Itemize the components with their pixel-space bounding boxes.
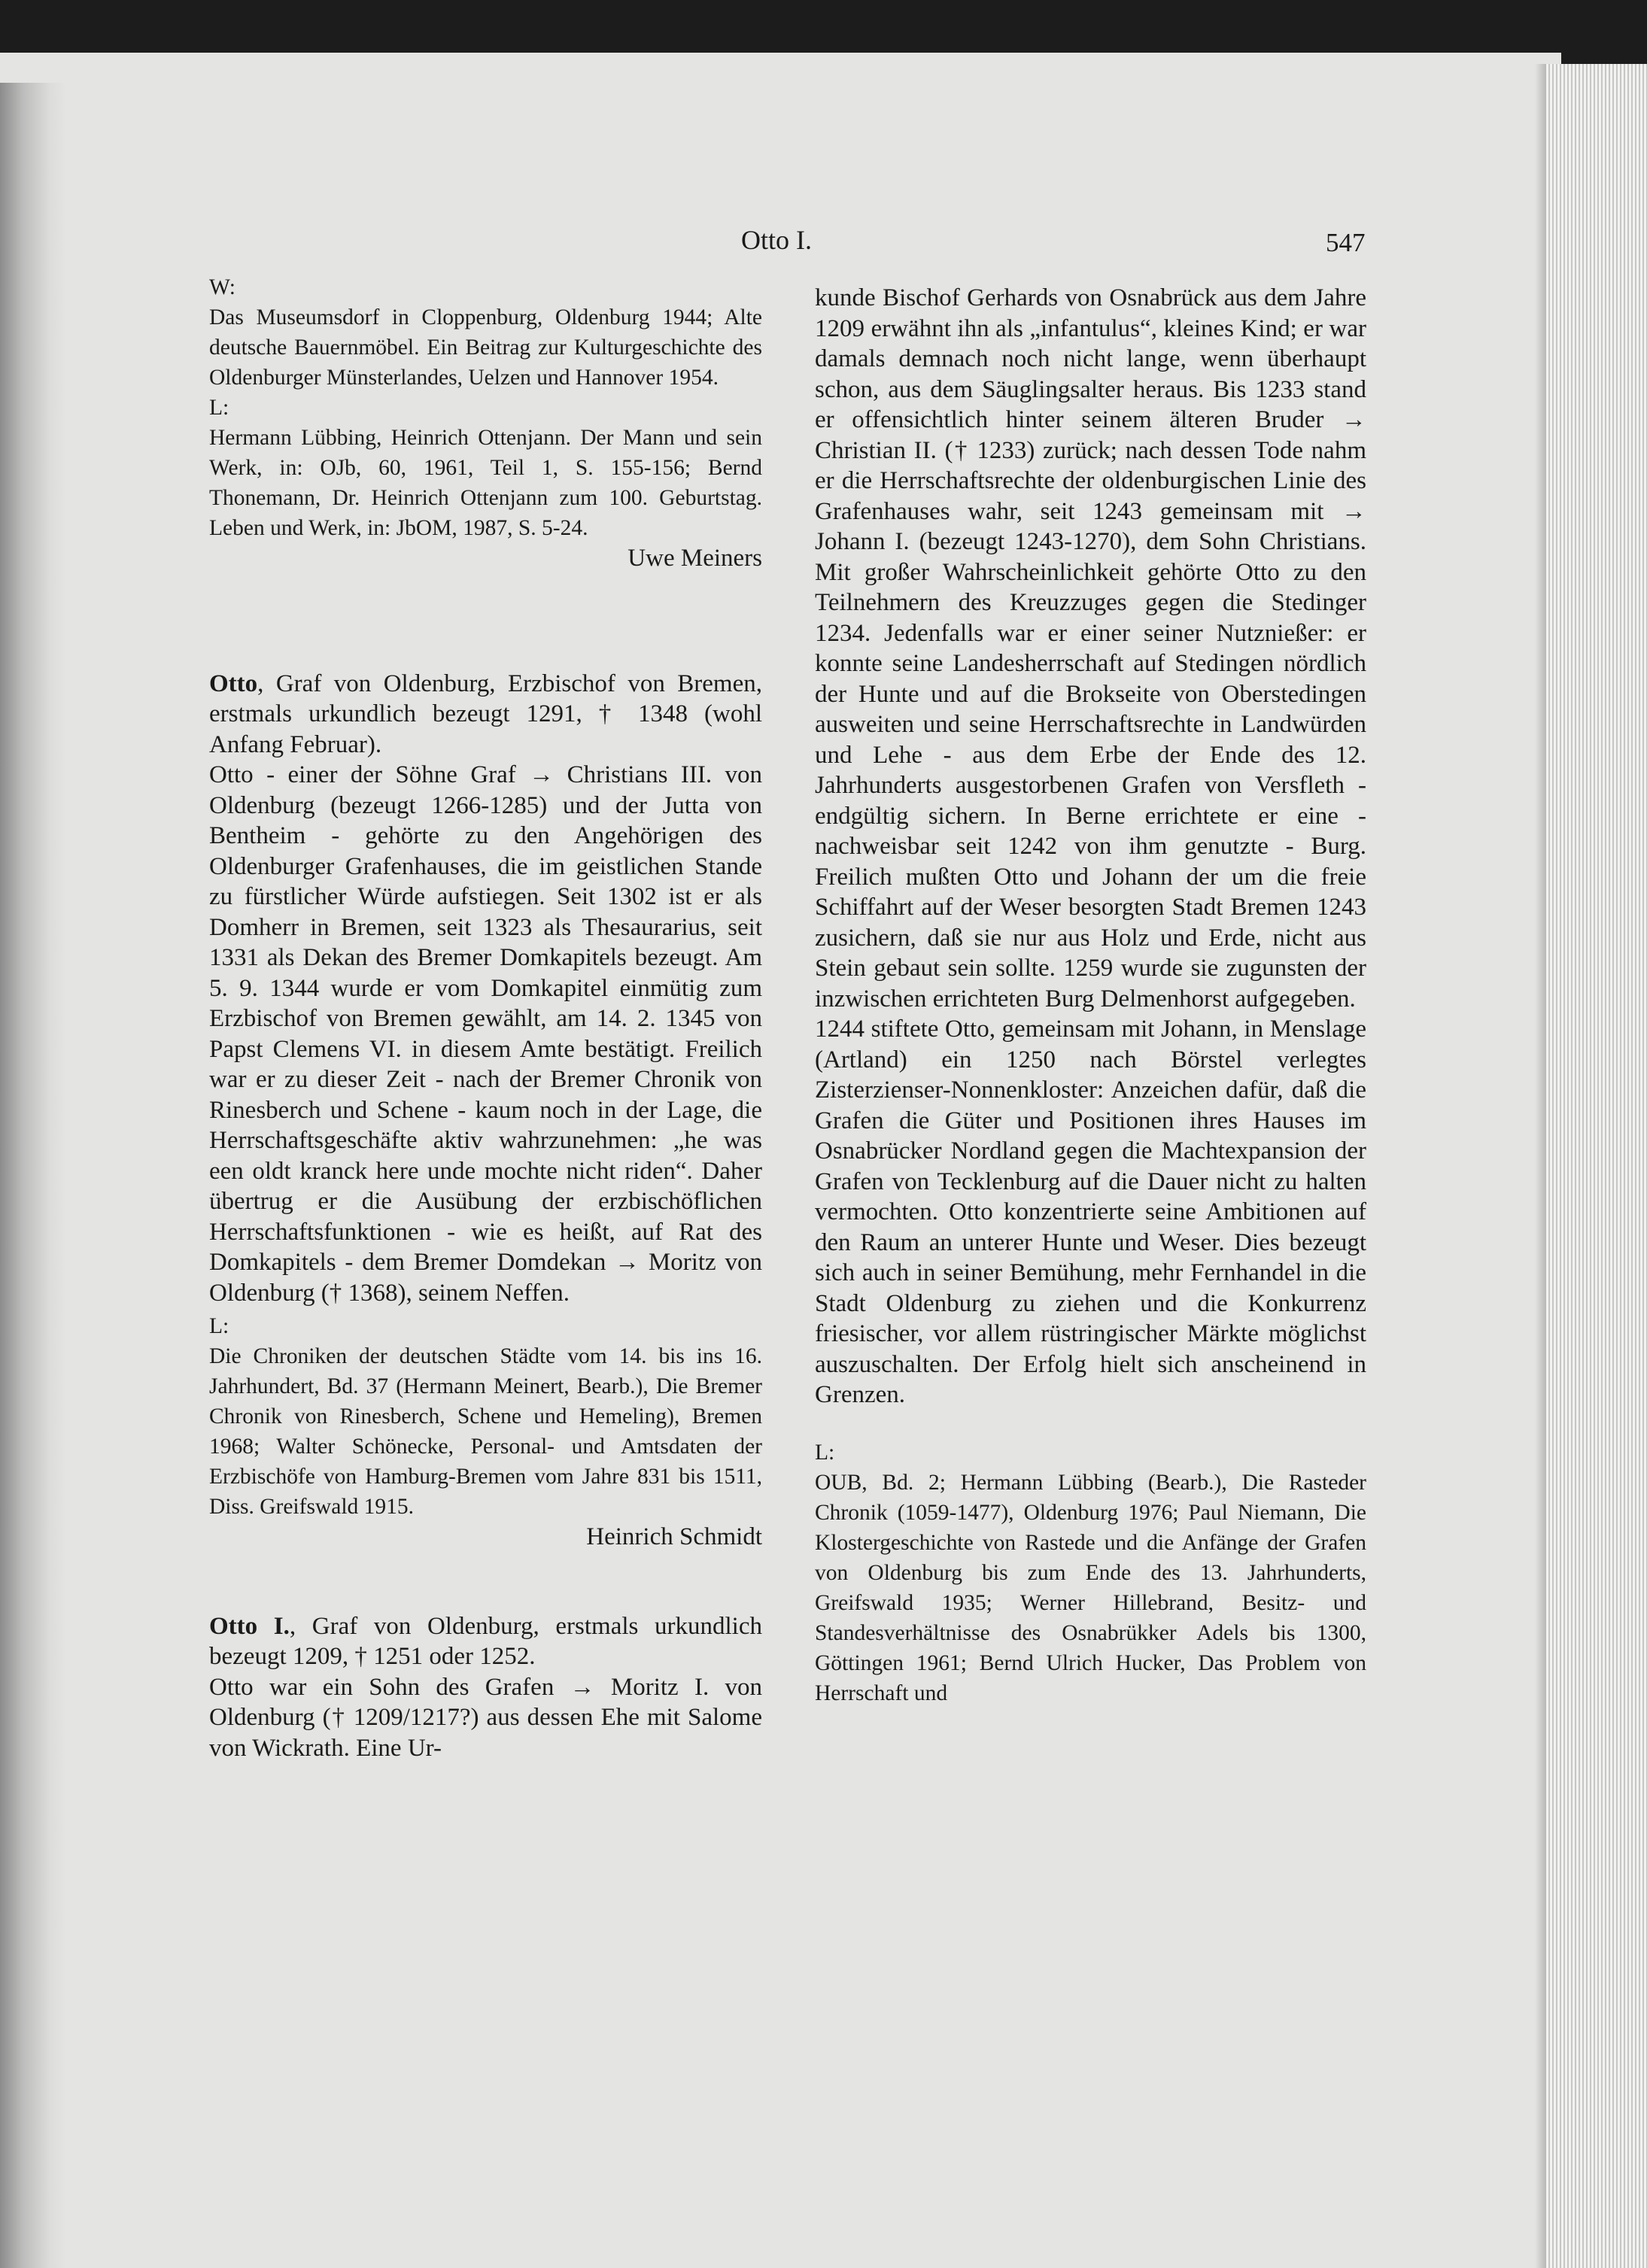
- entry-body: Otto war ein Sohn des Grafen → Moritz I. von Oldenburg († 1209/1217?) aus dessen Ehe mit Salome von Wickrath. Eine Ur-: [209, 1673, 762, 1762]
- entry-intro: , Graf von Oldenburg, Erzbischof von Bremen, erstmals urkundlich bezeugt 1291, † 1348 (wohl Anfang Februar).: [209, 669, 762, 758]
- works-label: W:: [209, 275, 236, 299]
- literature-label: L:: [815, 1440, 835, 1465]
- author-signature: Heinrich Schmidt: [586, 1523, 762, 1550]
- entry-name: Otto: [209, 669, 258, 697]
- right-column: [815, 283, 1366, 1708]
- literature-list: OUB, Bd. 2; Hermann Lübbing (Bearb.), Die Rasteder Chronik (1059-1477), Oldenburg 1976; Paul Niemann, Die Klostergeschichte von Rastede und die Anfänge der Grafen von Oldenburg bis zum Ende des 13. Jahrhunderts, Greifswald 1935; Werner Hillebrand, Besitz- und Standesverhältnisse des Osnabrükker Adels bis 1300, Göttingen 1961; Bernd Ulrich Hucker, Das Problem von Herrschaft und: [815, 1470, 1366, 1705]
- literature-label: L:: [209, 1314, 229, 1338]
- page-stack-edges: [1546, 64, 1647, 2268]
- entry-name: Otto I.: [209, 1612, 290, 1640]
- literature-list: Hermann Lübbing, Heinrich Ottenjann. Der Mann und sein Werk, in: OJb, 60, 1961, Teil 1, S. 155-156; Bernd Thonemann, Dr. Heinrich Ottenjann zum 100. Geburtstag. Leben und Werk, in: JbOM, 1987, S. 5-24.: [209, 426, 762, 540]
- page-gutter-shadow: [0, 83, 66, 2268]
- entry-intro: , Graf von Oldenburg, erstmals urkundlich bezeugt 1209, † 1251 oder 1252.: [209, 1612, 762, 1670]
- entry-body: kunde Bischof Gerhards von Osnabrück aus dem Jahre 1209 erwähnt ihn als „infantulus“, kleines Kind; er war damals demnach noch nicht lange, wenn überhaupt schon, aus dem Säuglingsalter heraus. Bis 1233 stand er offensichtlich hinter seinem älteren Bruder → Christian II. († 1233) zurück; nach dessen Tode nahm er die Herrschaftsrechte der oldenburgischen Linie des Grafenhauses wahr, seit 1243 gemeinsam mit → Johann I. (bezeugt 1243-1270), dem Sohn Christians. Mit großer Wahrscheinlichkeit gehörte Otto zu den Teilnehmern des Kreuzzuges gegen die Stedinger 1234. Jedenfalls war er einer seiner Nutznießer: er konnte seine Landesherrschaft auf Stedingen nördlich der Hunte und auf die Brokseite von Oberstedingen ausweiten und seine Herrschaftsrechte in Landwürden und Lehe - aus dem Erbe der Ende des 12. Jahrhunderts ausgestorbenen Grafen von Versfleth - endgültig sichern. In Berne errichtete er eine - nachweisbar seit 1242 von ihm genutzte - Burg. Freilich mußten Otto und Johann der um die freie Schiffahrt auf der Weser besorgten Stadt Bremen 1243 zusichern, daß sie nur aus Holz und Erde, nicht aus Stein gebaut sein sollte. 1259 wurde sie zugunsten der inzwischen errichteten Burg Delmenhorst aufgegeben.: [815, 284, 1366, 1013]
- running-title: Otto I.: [741, 225, 812, 255]
- literature-label: L:: [209, 396, 229, 420]
- entry-heading: [209, 669, 762, 761]
- entry-spacer: [209, 1553, 762, 1611]
- literature-list: Die Chroniken der deutschen Städte vom 14. bis ins 16. Jahrhundert, Bd. 37 (Hermann Meinert, Bearb.), Die Bremer Chronik von Rinesberch, Schene und Hemeling), Bremen 1968; Walter Schönecke, Personal- und Amtsdaten der Erzbischöfe von Hamburg-Bremen vom Jahre 831 bis 1511, Diss. Greifswald 1915.: [209, 1344, 762, 1519]
- entry-spacer: [209, 574, 762, 669]
- works-list: Das Museumsdorf in Cloppenburg, Oldenburg 1944; Alte deutsche Bauernmöbel. Ein Beitrag zur Kulturgeschichte des Oldenburger Münsterlandes, Uelzen und Hannover 1954.: [209, 305, 762, 390]
- entry-spacer: [815, 1410, 1366, 1438]
- entry-body: Otto - einer der Söhne Graf → Christians III. von Oldenburg (bezeugt 1266-1285) und der Jutta von Bentheim - gehörte zu den Angehörigen des Oldenburger Grafenhauses, die im geistlichen Stande zu fürstlicher Würde aufstiegen. Seit 1302 ist er als Domherr in Bremen, seit 1323 als Thesaurarius, seit 1331 als Dekan des Bremer Domkapitels bezeugt. Am 5. 9. 1344 wurde er vom Domkapitel einmütig zum Erzbischof von Bremen gewählt, am 14. 2. 1345 von Papst Clemens VI. in diesem Amte bestätigt. Freilich war er zu dieser Zeit - nach der Bremer Chronik von Rinesberch und Schene - kaum noch in der Lage, die Herrschaftsgeschäfte aktiv wahrzunehmen: „he was een oldt kranck here unde mochte nicht riden“. Daher übertrug er die Ausübung der erzbischöflichen Herrschaftsfunktionen - wie es heißt, auf Rat des Domkapitels - dem Bremer Domdekan → Moritz von Oldenburg († 1368), seinem Neffen.: [209, 761, 762, 1307]
- left-column: [209, 272, 762, 1763]
- entry-body: 1244 stiftete Otto, gemeinsam mit Johann, in Menslage (Artland) ein 1250 nach Börstel verlegtes Zisterzienser-Nonnenkloster: Anzeichen dafür, daß die Grafen die Güter und Positionen ihres Hauses im Osnabrücker Nordland gegen die Machtexpansion der Grafen von Tecklenburg auf die Dauer nicht zu halten vermochten. Otto konzentrierte seine Ambitionen auf den Raum an unterer Hunte und Weser. Dies bezeugt sich auch in seiner Bemühung, mehr Fernhandel in die Stadt Oldenburg zu ziehen und die Konkurrenz friesischer, vor allem rüstringischer Märkte möglichst auszuschalten. Der Erfolg hielt sich anscheinend in Grenzen.: [815, 1016, 1366, 1408]
- entry-heading: [209, 1611, 762, 1672]
- page-number: 547: [1326, 228, 1366, 257]
- author-signature: Uwe Meiners: [628, 545, 762, 572]
